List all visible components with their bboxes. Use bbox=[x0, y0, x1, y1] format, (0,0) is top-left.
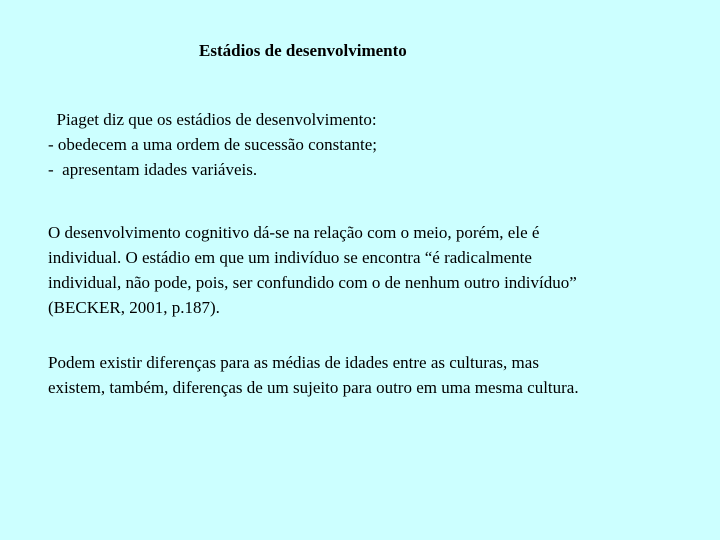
list-item: - apresentam idades variáveis. bbox=[48, 160, 258, 179]
quote-line: individual, não pode, pois, ser confundido com o de nenhum outro indivíduo” bbox=[48, 273, 577, 292]
intro-paragraph bbox=[48, 107, 698, 182]
quote-citation: (BECKER, 2001, p.187). bbox=[48, 298, 220, 317]
closing-line: Podem existir diferenças para as médias de idades entre as culturas, mas bbox=[48, 353, 539, 372]
quote-paragraph bbox=[48, 220, 698, 320]
quote-line: individual. O estádio em que um indivíduo se encontra “é radicalmente bbox=[48, 248, 532, 267]
closing-line: existem, também, diferenças de um sujeito para outro em uma mesma cultura. bbox=[48, 378, 579, 397]
intro-lead: Piaget diz que os estádios de desenvolvimento: bbox=[48, 110, 377, 129]
quote-line: O desenvolvimento cognitivo dá-se na relação com o meio, porém, ele é bbox=[48, 223, 540, 242]
slide-title: Estádios de desenvolvimento bbox=[199, 41, 407, 60]
closing-paragraph bbox=[48, 350, 698, 400]
list-item: - obedecem a uma ordem de sucessão constante; bbox=[48, 135, 378, 154]
